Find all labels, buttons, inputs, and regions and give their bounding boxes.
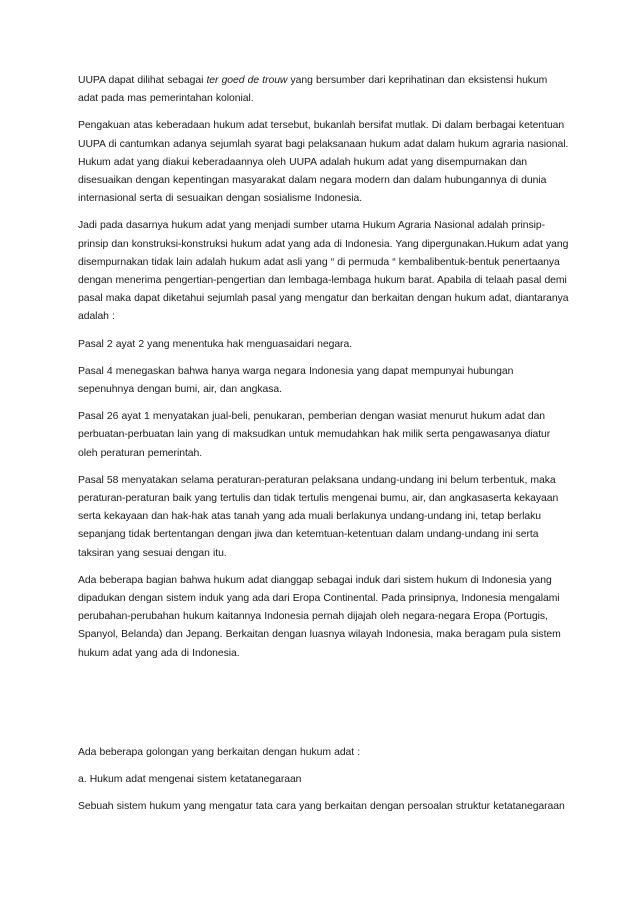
paragraph-uupa-intro-text-b: yang bersumber dari keprihatinan dan eksistensi hukum adat pada mas pemerintahan kolonial. <box>78 75 548 105</box>
paragraph-pasal-26: Pasal 26 ayat 1 menyatakan jual-beli, penukaran, pemberian dengan wasiat menurut hukum adat dan perbuatan-perbuatan lain yang di maksudkan untuk memudahkan hak milik serta pengawasanya diatur oleh peraturan pemerintah. <box>78 411 551 459</box>
paragraph-pasal-58: Pasal 58 menyatakan selama peraturan-peraturan pelaksana undang-undang ini belum terbentuk, maka peraturan-peraturan baik yang tertulis dan tidak tertulis mengenai bumu, air, dan angkasaserta kekayaan serta kekayaan dan hak-hak atas tanah yang ada muali berlakunya undang-undang ini, tetap berlaku sepanjang tidak bertentangan dengan jiwa dan ketemtuan-ketentuan dalam undang-undang ini serta taksiran yang sesuai dengan itu. <box>78 474 559 559</box>
paragraph-pasal-2: Pasal 2 ayat 2 yang menentuka hak menguasaidari negara. <box>78 338 353 350</box>
paragraph-pasal-4: Pasal 4 menegaskan bahwa hanya warga negara Indonesia yang dapat mempunyai hubungan sepenuhnya dengan bumi, air, dan angkasa. <box>78 365 514 396</box>
list-item-ketatanegaraan: a. Hukum adat mengenai sistem ketatanegaraan <box>78 774 302 786</box>
paragraph-induk-sistem-hukum: Ada beberapa bagian bahwa hukum adat dianggap sebagai induk dari sistem hukum di Indonesia yang dipadukan dengan sistem induk yang ada dari Eropa Continental. Pada prinsipnya, Indonesia mengalami perubahan-perubahan hukum kaitannya Indonesia pernah dijajah oleh negara-negara Eropa (Portugis, Spanyol, Belanda) dan Jepang. Berkaitan dengan luasnya wilayah Indonesia, maka beragam pula sistem hukum adat yang ada di Indonesia. <box>78 574 561 659</box>
document-body <box>78 72 570 826</box>
blank-space <box>78 672 570 744</box>
paragraph-uupa-intro-text-a: UUPA dapat dilihat sebagai <box>78 75 207 86</box>
paragraph-uupa-intro <box>78 72 570 108</box>
paragraph-uupa-intro-emphasis: ter goed de trouw <box>206 75 288 86</box>
paragraph-sistem-hukum-ketatanegaraan: Sebuah sistem hukum yang mengatur tata cara yang berkaitan dengan persoalan struktur ketatanegaraan <box>78 801 565 813</box>
paragraph-golongan-hukum-adat: Ada beberapa golongan yang berkaitan dengan hukum adat : <box>78 746 361 758</box>
paragraph-jadi-pada-dasarnya: Jadi pada dasarnya hukum adat yang menjadi sumber utama Hukum Agraria Nasional adalah prinsip-prinsip dan konstruksi-konstruksi hukum adat yang ada di Indonesia. Yang dipergunakan.Hukum adat yang disempurnakan tidak lain adalah hukum adat asli yang “ di permuda “ kembalibentuk-bentuk penertaanya dengan menerima pengertian-pengertian dan lembaga-lembaga hukum barat. Apabila di telaah pasal demi pasal maka dapat diketahui sejumlah pasal yang mengatur dan berkaitan dengan hukum adat, diantaranya adalah : <box>78 220 569 323</box>
paragraph-pengakuan: Pengakuan atas keberadaan hukum adat tersebut, bukanlah bersifat mutlak. Di dalam berbagai ketentuan UUPA di cantumkan adanya sejumlah syarat bagi pelaksanaan hukum adat dalam hukum agraria nasional. Hukum adat yang diakui keberadaannya oleh UUPA adalah hukum adat yang disempurnakan dan disesuaikan dengan kepentingan masyarakat dalam negara modern dan dalam hubungannya di dunia internasional serta di sesuaikan dengan sosialisme Indonesia. <box>78 120 569 205</box>
